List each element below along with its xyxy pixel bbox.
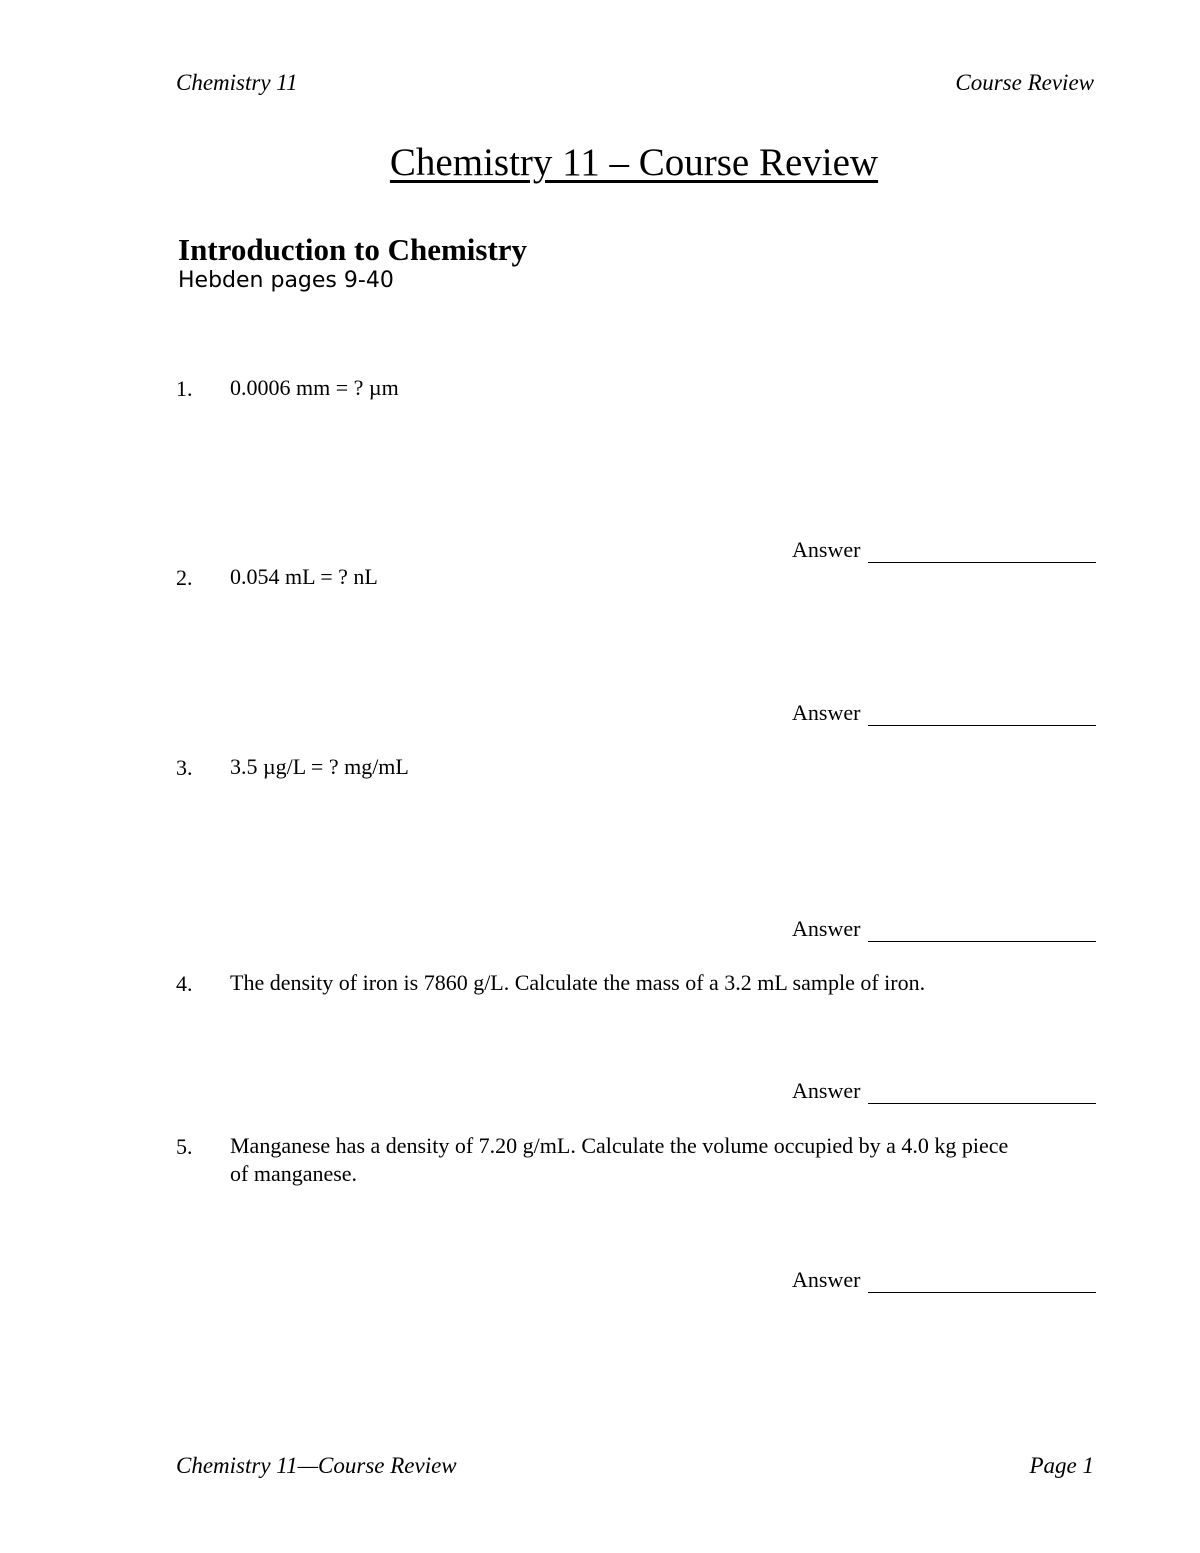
answer-label: Answer xyxy=(792,537,861,562)
answer-blank[interactable] xyxy=(868,1081,1096,1104)
answer-label: Answer xyxy=(792,1267,861,1292)
header-right: Course Review xyxy=(955,70,1094,95)
question-number: 1. xyxy=(176,376,193,401)
page-number: Page 1 xyxy=(1029,1453,1094,1478)
question-number: 5. xyxy=(176,1134,193,1159)
answer-row xyxy=(792,1078,1096,1104)
section-heading: Introduction to Chemistry xyxy=(178,232,528,267)
page-title: Chemistry 11 – Course Review xyxy=(389,141,879,184)
answer-label: Answer xyxy=(792,700,861,725)
question-text: 3.5 µg/L = ? mg/mL xyxy=(230,754,409,779)
answer-row xyxy=(792,916,1096,942)
answer-row xyxy=(792,537,1096,563)
question-text: 0.054 mL = ? nL xyxy=(230,564,378,589)
question-text: Manganese has a density of 7.20 g/mL. Calculate the volume occupied by a 4.0 kg piece of manganese. xyxy=(230,1133,1009,1186)
footer-left: Chemistry 11—Course Review xyxy=(176,1453,457,1478)
question-text: The density of iron is 7860 g/L. Calculate the mass of a 3.2 mL sample of iron. xyxy=(230,970,926,995)
question-number: 2. xyxy=(176,565,193,590)
answer-blank[interactable] xyxy=(868,540,1096,563)
answer-label: Answer xyxy=(792,916,861,941)
answer-blank[interactable] xyxy=(868,703,1096,726)
question-number: 4. xyxy=(176,971,193,996)
section-subheading: Hebden pages 9-40 xyxy=(178,268,394,293)
answer-blank[interactable] xyxy=(868,919,1096,942)
answer-row xyxy=(792,1267,1096,1293)
header-left: Chemistry 11 xyxy=(176,70,298,95)
question-text: 0.0006 mm = ? µm xyxy=(230,375,399,400)
answer-blank[interactable] xyxy=(868,1270,1096,1293)
answer-row xyxy=(792,700,1096,726)
answer-label: Answer xyxy=(792,1078,861,1103)
question-number: 3. xyxy=(176,755,193,780)
